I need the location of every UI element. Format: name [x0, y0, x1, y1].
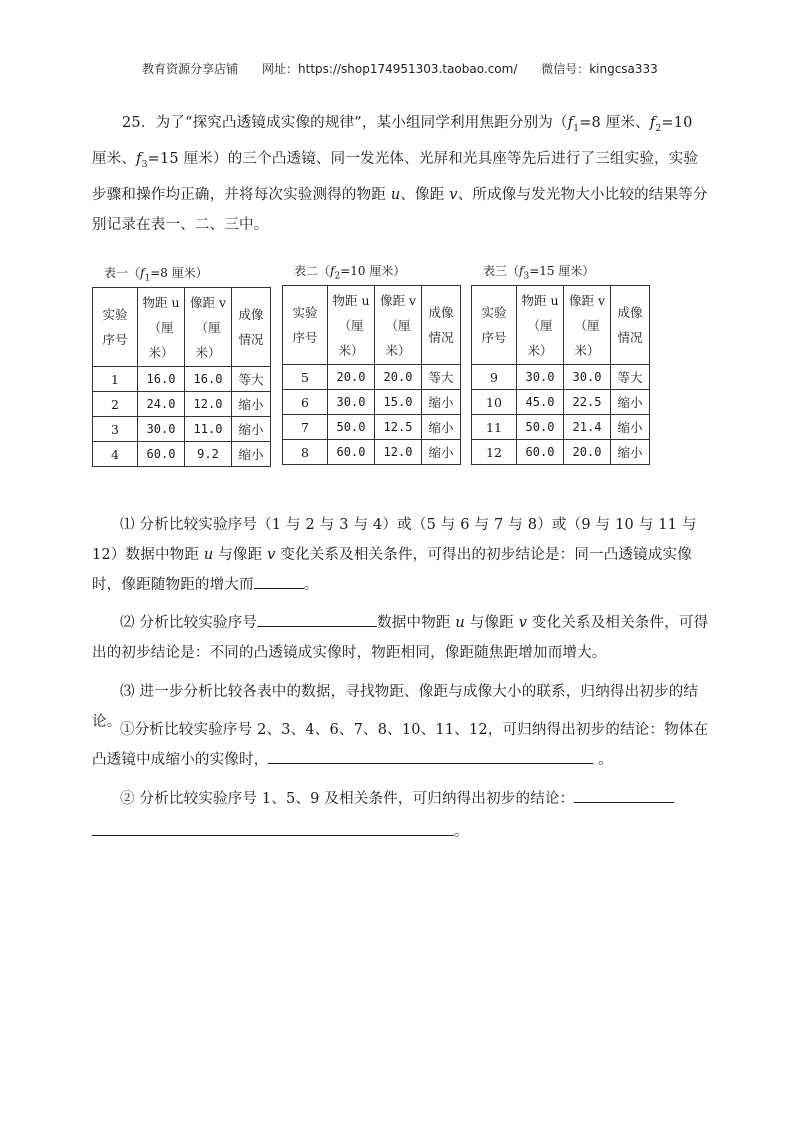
table-cell: 60.0: [517, 440, 564, 465]
answer-blank-5[interactable]: [92, 818, 454, 836]
table-header-cell: 实验 序号: [472, 286, 517, 365]
answer-blank-2[interactable]: [257, 609, 377, 627]
table-cell: 缩小: [232, 442, 271, 467]
table-cell: 21.4: [564, 415, 611, 440]
table-cell: 30.0: [138, 417, 185, 442]
table-header-cell: 像距 v （厘 米）: [375, 286, 422, 365]
table-header-cell: 物距 u （厘 米）: [517, 286, 564, 365]
table-cell: 缩小: [422, 390, 461, 415]
question-number: 25．: [122, 115, 156, 131]
table-1: [92, 264, 271, 482]
table-row: [472, 390, 650, 415]
table-caption: 表一（$f_1=8$ 厘米）: [104, 266, 208, 284]
table-cell: 30.0: [517, 365, 564, 390]
table-cell: 11: [472, 415, 517, 440]
table-header-cell: 实验 序号: [93, 288, 138, 367]
table-header-cell: 实验 序号: [283, 286, 328, 365]
table-cell: 7: [283, 415, 328, 440]
table-cell: 缩小: [232, 417, 271, 442]
table-cell: 24.0: [138, 392, 185, 417]
table-header-cell: 像距 v （厘 米）: [185, 288, 232, 367]
table-2: [282, 262, 461, 472]
answer-line-5: 。: [92, 818, 469, 841]
table-cell: 16.0: [138, 367, 185, 392]
table-header-cell: 像距 v （厘 米）: [564, 286, 611, 365]
table-cell: 60.0: [328, 440, 375, 465]
table-cell: 2: [93, 392, 138, 417]
shop-name: 教育资源分享店铺: [142, 62, 239, 76]
table-row: [472, 415, 650, 440]
table-cell: 20.0: [328, 365, 375, 390]
table-cell: 30.0: [328, 390, 375, 415]
table-row: [283, 415, 461, 440]
table-cell: 9.2: [185, 442, 232, 467]
table-cell: 45.0: [517, 390, 564, 415]
table-cell: 4: [93, 442, 138, 467]
table-cell: 缩小: [611, 390, 650, 415]
table-cell: 15.0: [375, 390, 422, 415]
table-cell: 等大: [422, 365, 461, 390]
table-row: [283, 365, 461, 390]
table-cell: 缩小: [422, 415, 461, 440]
table-cell: 10: [472, 390, 517, 415]
table-cell: 50.0: [328, 415, 375, 440]
wechat-id: 微信号：kingcsa333: [541, 62, 658, 76]
table-header-cell: 成像 情况: [232, 288, 271, 367]
table-cell: 9: [472, 365, 517, 390]
table-row: [472, 365, 650, 390]
table-cell: 30.0: [564, 365, 611, 390]
question-part-3: ⑶ 进一步分析比较各表中的数据，寻找物距、像距与成像大小的联系，归纳得出初步的结论。: [92, 684, 699, 730]
table-cell: 12.0: [375, 440, 422, 465]
table-row: [472, 440, 650, 465]
data-table: [282, 285, 461, 465]
table-cell: 8: [283, 440, 328, 465]
table-cell: 5: [283, 365, 328, 390]
table-cell: 缩小: [232, 392, 271, 417]
table-cell: 缩小: [422, 440, 461, 465]
table-cell: 12.0: [185, 392, 232, 417]
table-row: [93, 392, 271, 417]
table-cell: 22.5: [564, 390, 611, 415]
question-part-3-1: ①分析比较实验序号 2、3、4、6、7、8、10、11、12，可归纳得出初步的结论：物体在凸透镜中成缩小的实像时， 。: [92, 722, 709, 768]
table-cell: 11.0: [185, 417, 232, 442]
table-cell: 20.0: [375, 365, 422, 390]
table-cell: 缩小: [611, 440, 650, 465]
table-cell: 12.5: [375, 415, 422, 440]
question-part-3-2: ② 分析比较实验序号 1、5、9 及相关条件，可归纳得出初步的结论：: [92, 784, 712, 814]
table-row: [93, 367, 271, 392]
question-intro: 25．为了“探究凸透镜成实像的规律”，某小组同学利用焦距分别为（$f_1=8$ 厘米、$f_2=10$ 厘米、$f_3=15$ 厘米）的三个凸透镜、同一发光体、光屏和光具座等先后进行了三组实验，实验步骤和操作均正确，并将每次实验测得的物距 u、像距 v、所成像与发光物大小比较的结果等分别记录在表一、二、三中。: [92, 115, 708, 233]
table-row: [283, 390, 461, 415]
answer-blank-4[interactable]: [574, 785, 674, 803]
question-part-1: ⑴ 分析比较实验序号（1 与 2 与 3 与 4）或（5 与 6 与 7 与 8）或（9 与 10 与 11 与 12）数据中物距 u 与像距 v 变化关系及相关条件，可得出的初步结论是：同一凸透镜成实像时，像距随物距的增大而 。: [92, 517, 697, 593]
table-cell: 6: [283, 390, 328, 415]
answer-blank-1[interactable]: [254, 571, 304, 589]
table-caption: 表三（$f_3=15$ 厘米）: [483, 264, 595, 282]
table-cell: 1: [93, 367, 138, 392]
table-caption: 表二（$f_2=10$ 厘米）: [294, 264, 406, 282]
table-3: [471, 262, 650, 472]
table-header-cell: 成像 情况: [422, 286, 461, 365]
data-table: [471, 285, 650, 465]
table-cell: 16.0: [185, 367, 232, 392]
table-cell: 50.0: [517, 415, 564, 440]
table-cell: 3: [93, 417, 138, 442]
table-cell: 等大: [611, 365, 650, 390]
table-cell: 60.0: [138, 442, 185, 467]
table-header-cell: 物距 u （厘 米）: [328, 286, 375, 365]
table-row: [93, 417, 271, 442]
table-row: [283, 440, 461, 465]
table-cell: 20.0: [564, 440, 611, 465]
answer-blank-3[interactable]: [268, 746, 593, 764]
table-cell: 12: [472, 440, 517, 465]
table-cell: 等大: [232, 367, 271, 392]
shop-url: 网址：https://shop174951303.taobao.com/: [262, 62, 518, 76]
data-table: [92, 287, 271, 467]
question-part-2: ⑵ 分析比较实验序号 数据中物距 u 与像距 v 变化关系及相关条件，可得出的初步结论是：不同的凸透镜成实像时，物距相同，像距随焦距增加而增大。: [92, 608, 712, 668]
table-header-cell: 成像 情况: [611, 286, 650, 365]
table-cell: 缩小: [611, 415, 650, 440]
page-header: [0, 60, 800, 77]
table-row: [93, 442, 271, 467]
table-header-cell: 物距 u （厘 米）: [138, 288, 185, 367]
